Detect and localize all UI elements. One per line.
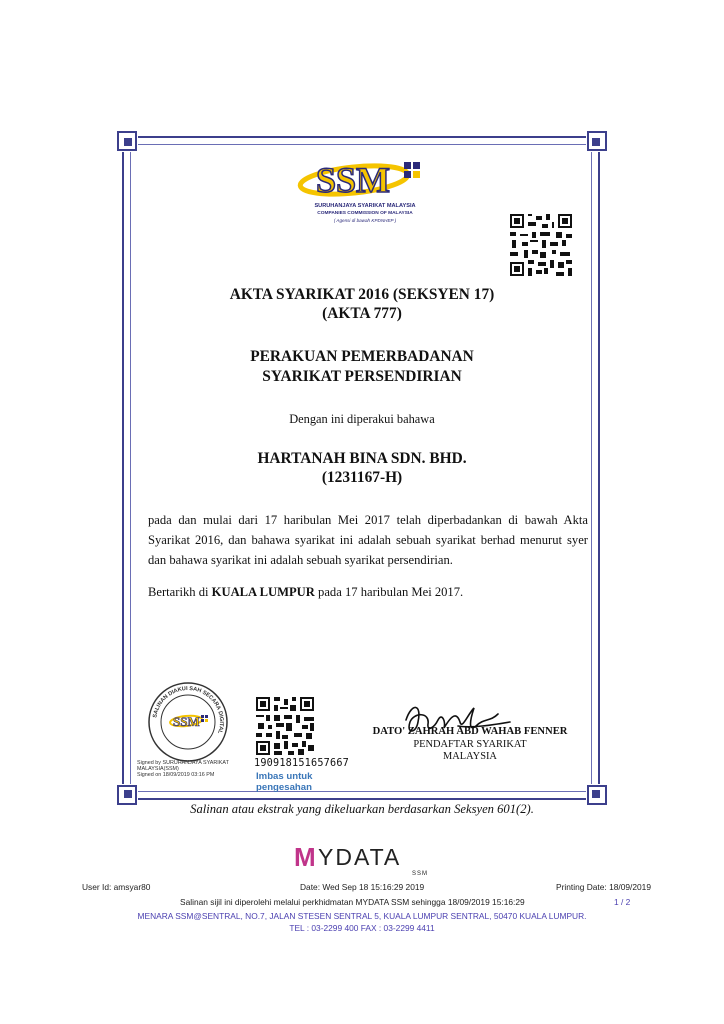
svg-text:SSM: SSM (173, 714, 200, 729)
section-notice: Salinan atau ekstrak yang dikeluarkan berdasarkan Seksyen 601(2). (190, 802, 534, 816)
seal-ring-text: SALINAN DIAKUI SAH SECARA DIGITAL (152, 685, 225, 735)
certificate-title-line2: SYARIKAT PERSENDIRIAN (262, 368, 462, 385)
ssm-org-name-ms: SURUHANJAYA SYARIKAT MALAYSIA (314, 203, 416, 209)
qr-code-icon (508, 212, 574, 278)
verification-label-line1: Imbas untuk (256, 771, 313, 782)
seal-signed-org: MALAYSIA(SSM) (137, 766, 179, 772)
certify-text: Dengan ini diperakui bahawa (289, 412, 435, 426)
mydata-logo-m: M (294, 842, 316, 872)
act-title-line2: (AKTA 777) (322, 305, 402, 322)
corner-ornament-top-left (116, 130, 138, 152)
dated-place: KUALA LUMPUR (211, 585, 315, 599)
corner-ornament-top-right (586, 130, 608, 152)
certificate-title-line1: PERAKUAN PEMERBADANAN (250, 348, 474, 365)
dated-line (148, 585, 463, 600)
ssm-org-name-en: COMPANIES COMMISSION OF MALAYSIA (317, 211, 413, 216)
registrar-name: DATO' ZAHRAH ABD WAHAB FENNER (372, 726, 568, 737)
seal-signed-by: Signed by SURUHANJAYA SYARIKAT (137, 760, 229, 766)
footer-user-id: User Id: amsyar80 (82, 882, 151, 892)
svg-text:SSM: SSM (316, 160, 391, 200)
dated-prefix: Bertarikh di (148, 585, 209, 599)
footer-printing-date: Printing Date: 18/09/2019 (556, 882, 651, 892)
act-title-line1: AKTA SYARIKAT 2016 (SEKSYEN 17) (229, 286, 495, 303)
verification-label (256, 771, 313, 793)
seal-signed-on: Signed on 18/09/2019 03:16 PM (137, 772, 215, 778)
footer-contact: TEL : 03-2299 400 FAX : 03-2299 4411 (289, 923, 435, 933)
verification-label-line2: pengesahan (256, 782, 312, 793)
company-number: (1231167-H) (321, 469, 403, 486)
mydata-logo-text: YDATA (318, 844, 402, 870)
mydata-logo-sub: SSM (412, 871, 429, 877)
digital-seal-stamp (147, 681, 229, 763)
ssm-agency-text: ( Agensi di bawah KPDNHEP ) (333, 218, 397, 223)
footer-validity: Salinan sijil ini diperolehi melalui perkhidmatan MYDATA SSM sehingga 18/09/2019 15:16:29 (180, 897, 525, 907)
footer-date: Date: Wed Sep 18 15:16:29 2019 (300, 882, 425, 892)
registrar-title-line2: MALAYSIA (443, 751, 497, 762)
dated-suffix: pada 17 haribulan Mei 2017. (318, 585, 464, 599)
ssm-logo-mark (290, 154, 430, 202)
company-name: HARTANAH BINA SDN. BHD. (257, 450, 467, 467)
incorporation-paragraph: pada dan mulai dari 17 haribulan Mei 2017 telah diperbadankan di bawah Akta Syarikat 2016, dan bahawa syarikat ini adalah sebuah syarikat berhad menurut syer dan bahawa syarikat ini adalah sebuah syarikat persendirian. (148, 513, 588, 567)
footer-page-number: 1 / 2 (614, 897, 631, 907)
mydata-logo (294, 842, 434, 878)
verification-qr-code-icon (254, 695, 316, 757)
seal-signature-info (137, 760, 229, 778)
footer-address: MENARA SSM@SENTRAL, NO.7, JALAN STESEN SENTRAL 5, KUALA LUMPUR SENTRAL, 50470 KUALA LUMPUR. (137, 911, 587, 921)
verification-code: 190918151657667 (254, 758, 350, 769)
registrar-title-line1: PENDAFTAR SYARIKAT (413, 739, 527, 750)
registrar-title (360, 739, 580, 763)
